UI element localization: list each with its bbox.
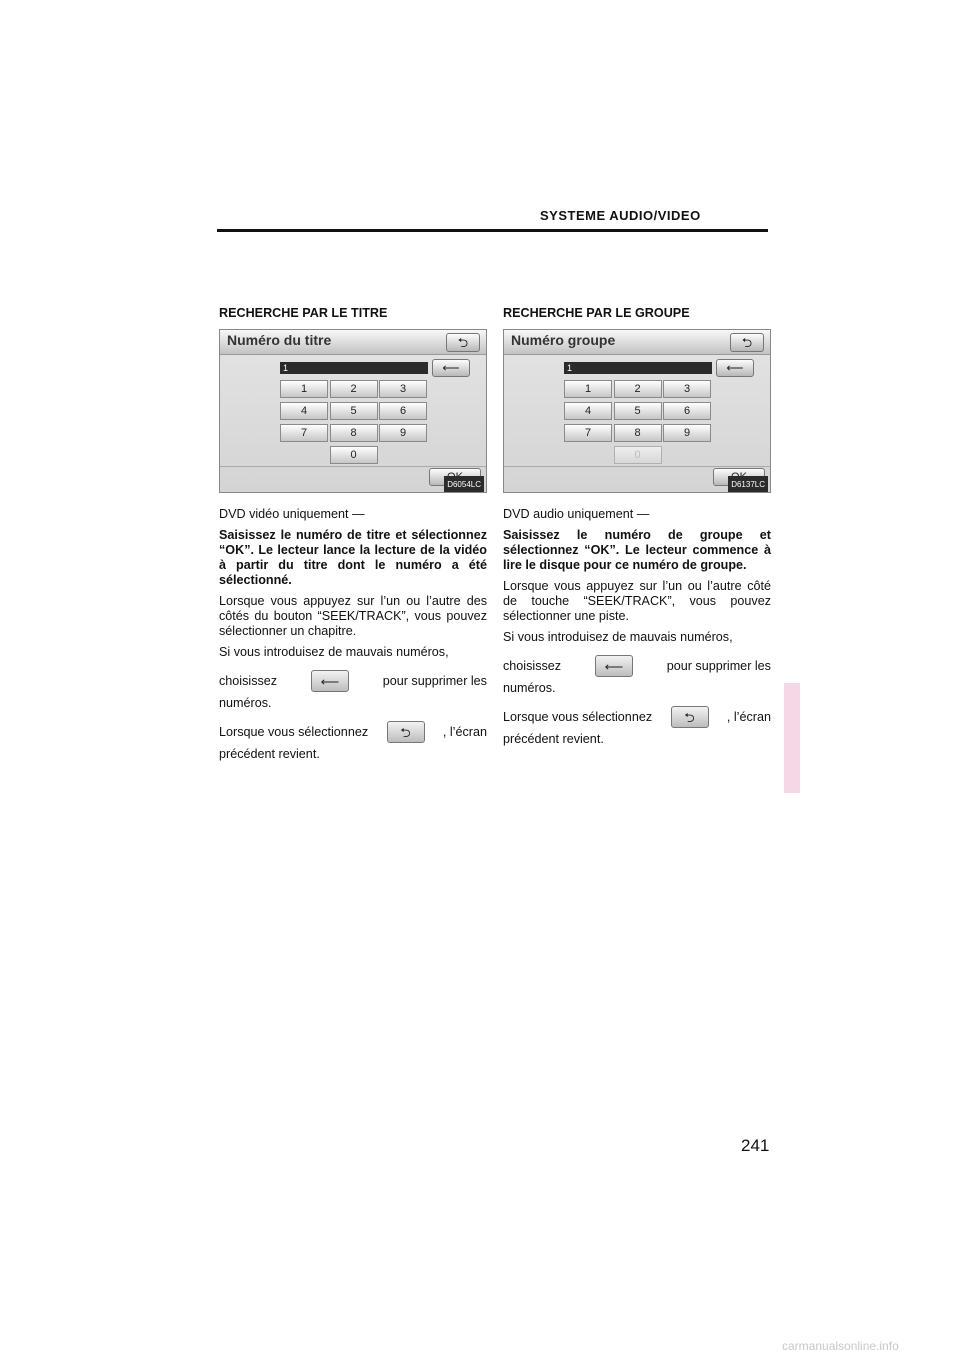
figure-code: D6054LC (444, 476, 484, 493)
instruction-text: Saisissez le numéro de groupe et sélectionnez “OK”. Le lecteur commence à lire le disque pour ce numéro de groupe. (503, 528, 771, 572)
back-icon: ⮌ (457, 335, 469, 350)
screen-divider (220, 466, 486, 467)
keypad (564, 380, 711, 464)
lead-text: DVD vidéo uniquement — (219, 507, 365, 521)
select-suffix-text: , l’écran (726, 709, 771, 724)
key-2[interactable]: 2 (330, 380, 378, 398)
screen-divider (504, 466, 770, 467)
number-input[interactable]: 1 (564, 362, 712, 374)
key-4[interactable]: 4 (564, 402, 612, 420)
section-title: RECHERCHE PAR LE GROUPE (503, 306, 690, 320)
key-7[interactable]: 7 (280, 424, 328, 442)
key-4[interactable]: 4 (280, 402, 328, 420)
section-tab (784, 683, 800, 793)
header-rule (217, 229, 768, 232)
numbers-text: numéros. (219, 696, 272, 710)
left-column (219, 306, 487, 768)
back-icon: ⮌ (387, 721, 425, 743)
select-prefix-text: Lorsque vous sélectionnez (219, 724, 369, 739)
choose-text: choisissez (503, 658, 562, 673)
seek-paragraph: Lorsque vous appuyez sur l’un ou l’autre côté de touche “SEEK/TRACK”, vous pouvez sélectionner une piste. (503, 579, 771, 623)
delete-suffix-text: pour supprimer les (382, 673, 487, 688)
key-9[interactable]: 9 (663, 424, 711, 442)
key-1[interactable]: 1 (280, 380, 328, 398)
key-6[interactable]: 6 (663, 402, 711, 420)
number-input[interactable]: 1 (280, 362, 428, 374)
key-9[interactable]: 9 (379, 424, 427, 442)
screen-title: Numéro groupe (511, 332, 616, 348)
footer-watermark[interactable]: carmanualsonline.info (782, 1339, 899, 1353)
page-number: 241 (741, 1136, 770, 1155)
right-column (503, 306, 771, 753)
key-7[interactable]: 7 (564, 424, 612, 442)
key-0[interactable]: 0 (614, 446, 662, 464)
key-3[interactable]: 3 (379, 380, 427, 398)
delete-suffix-text: pour supprimer les (666, 658, 771, 673)
back-icon: ⮌ (741, 335, 753, 350)
figure-code: D6137LC (728, 476, 768, 493)
wrong-number-text: Si vous introduisez de mauvais numéros, (503, 630, 733, 644)
previous-text: précédent revient. (219, 747, 320, 761)
key-8[interactable]: 8 (614, 424, 662, 442)
lead-text: DVD audio uniquement — (503, 507, 650, 521)
instruction-text: Saisissez le numéro de titre et sélectionnez “OK”. Le lecteur lance la lecture de la vidéo à partir du titre dont le numéro a été sélectionné. (219, 528, 487, 587)
back-button[interactable] (446, 333, 480, 352)
screen-title-bar (220, 330, 486, 355)
back-icon: ⮌ (671, 706, 709, 728)
delete-button[interactable] (716, 359, 754, 377)
page-header: SYSTEME AUDIO/VIDEO (540, 208, 701, 223)
delete-icon: ⟵ (726, 360, 744, 375)
delete-icon: ⟵ (595, 655, 633, 677)
key-8[interactable]: 8 (330, 424, 378, 442)
select-prefix-text: Lorsque vous sélectionnez (503, 709, 653, 724)
back-line (219, 717, 487, 747)
back-line (503, 702, 771, 732)
delete-icon: ⟵ (442, 360, 460, 375)
keypad (280, 380, 427, 464)
seek-paragraph: Lorsque vous appuyez sur l’un ou l’autre des côtés du bouton “SEEK/TRACK”, vous pouvez sélectionner un chapitre. (219, 594, 487, 638)
section-title: RECHERCHE PAR LE TITRE (219, 306, 388, 320)
select-suffix-text: , l’écran (442, 724, 487, 739)
key-0[interactable]: 0 (330, 446, 378, 464)
delete-icon: ⟵ (311, 670, 349, 692)
choose-text: choisissez (219, 673, 278, 688)
key-5[interactable]: 5 (330, 402, 378, 420)
screen-title-bar (504, 330, 770, 355)
group-number-screen (503, 329, 771, 493)
key-1[interactable]: 1 (564, 380, 612, 398)
delete-button[interactable] (432, 359, 470, 377)
delete-line (503, 651, 771, 681)
title-number-screen (219, 329, 487, 493)
wrong-number-text: Si vous introduisez de mauvais numéros, (219, 645, 449, 659)
previous-text: précédent revient. (503, 732, 604, 746)
key-6[interactable]: 6 (379, 402, 427, 420)
key-5[interactable]: 5 (614, 402, 662, 420)
key-3[interactable]: 3 (663, 380, 711, 398)
screen-title: Numéro du titre (227, 332, 332, 348)
delete-line (219, 666, 487, 696)
back-button[interactable] (730, 333, 764, 352)
key-2[interactable]: 2 (614, 380, 662, 398)
numbers-text: numéros. (503, 681, 556, 695)
